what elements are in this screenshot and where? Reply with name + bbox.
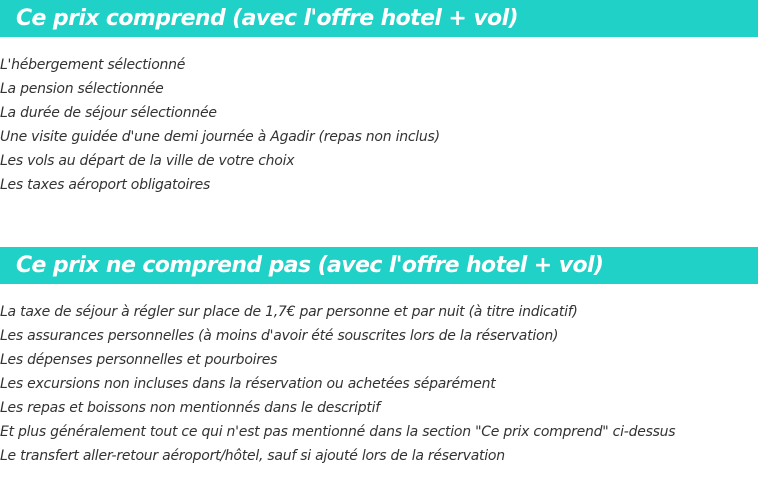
price-excludes-list	[0, 300, 675, 468]
price-includes-list	[0, 53, 440, 197]
list-item: La pension sélectionnée	[0, 81, 164, 97]
list-item: Les repas et boissons non mentionnés dans le descriptif	[0, 400, 380, 416]
price-includes-title: Ce prix comprend (avec l'offre hotel + vol)	[16, 6, 518, 31]
price-includes-header	[0, 0, 758, 37]
list-item: Et plus généralement tout ce qui n'est pas mentionné dans la section "Ce prix comprend" ci-dessus	[0, 424, 676, 440]
list-item: La durée de séjour sélectionnée	[0, 105, 217, 121]
list-item: La taxe de séjour à régler sur place de 1,7€ par personne et par nuit (à titre indicatif)	[0, 304, 578, 320]
list-item: Une visite guidée d'une demi journée à Agadir (repas non inclus)	[0, 129, 440, 145]
list-item: Le transfert aller-retour aéroport/hôtel, sauf si ajouté lors de la réservation	[0, 448, 505, 464]
list-item: Les assurances personnelles (à moins d'avoir été souscrites lors de la réservation)	[0, 328, 559, 344]
list-item: Les taxes aéroport obligatoires	[0, 177, 211, 193]
list-item: L'hébergement sélectionné	[0, 57, 186, 73]
list-item: Les excursions non incluses dans la réservation ou achetées séparément	[0, 376, 496, 392]
list-item: Les vols au départ de la ville de votre choix	[0, 153, 295, 169]
price-excludes-title: Ce prix ne comprend pas (avec l'offre hotel + vol)	[16, 253, 604, 278]
list-item: Les dépenses personnelles et pourboires	[0, 352, 278, 368]
price-excludes-header	[0, 247, 758, 284]
